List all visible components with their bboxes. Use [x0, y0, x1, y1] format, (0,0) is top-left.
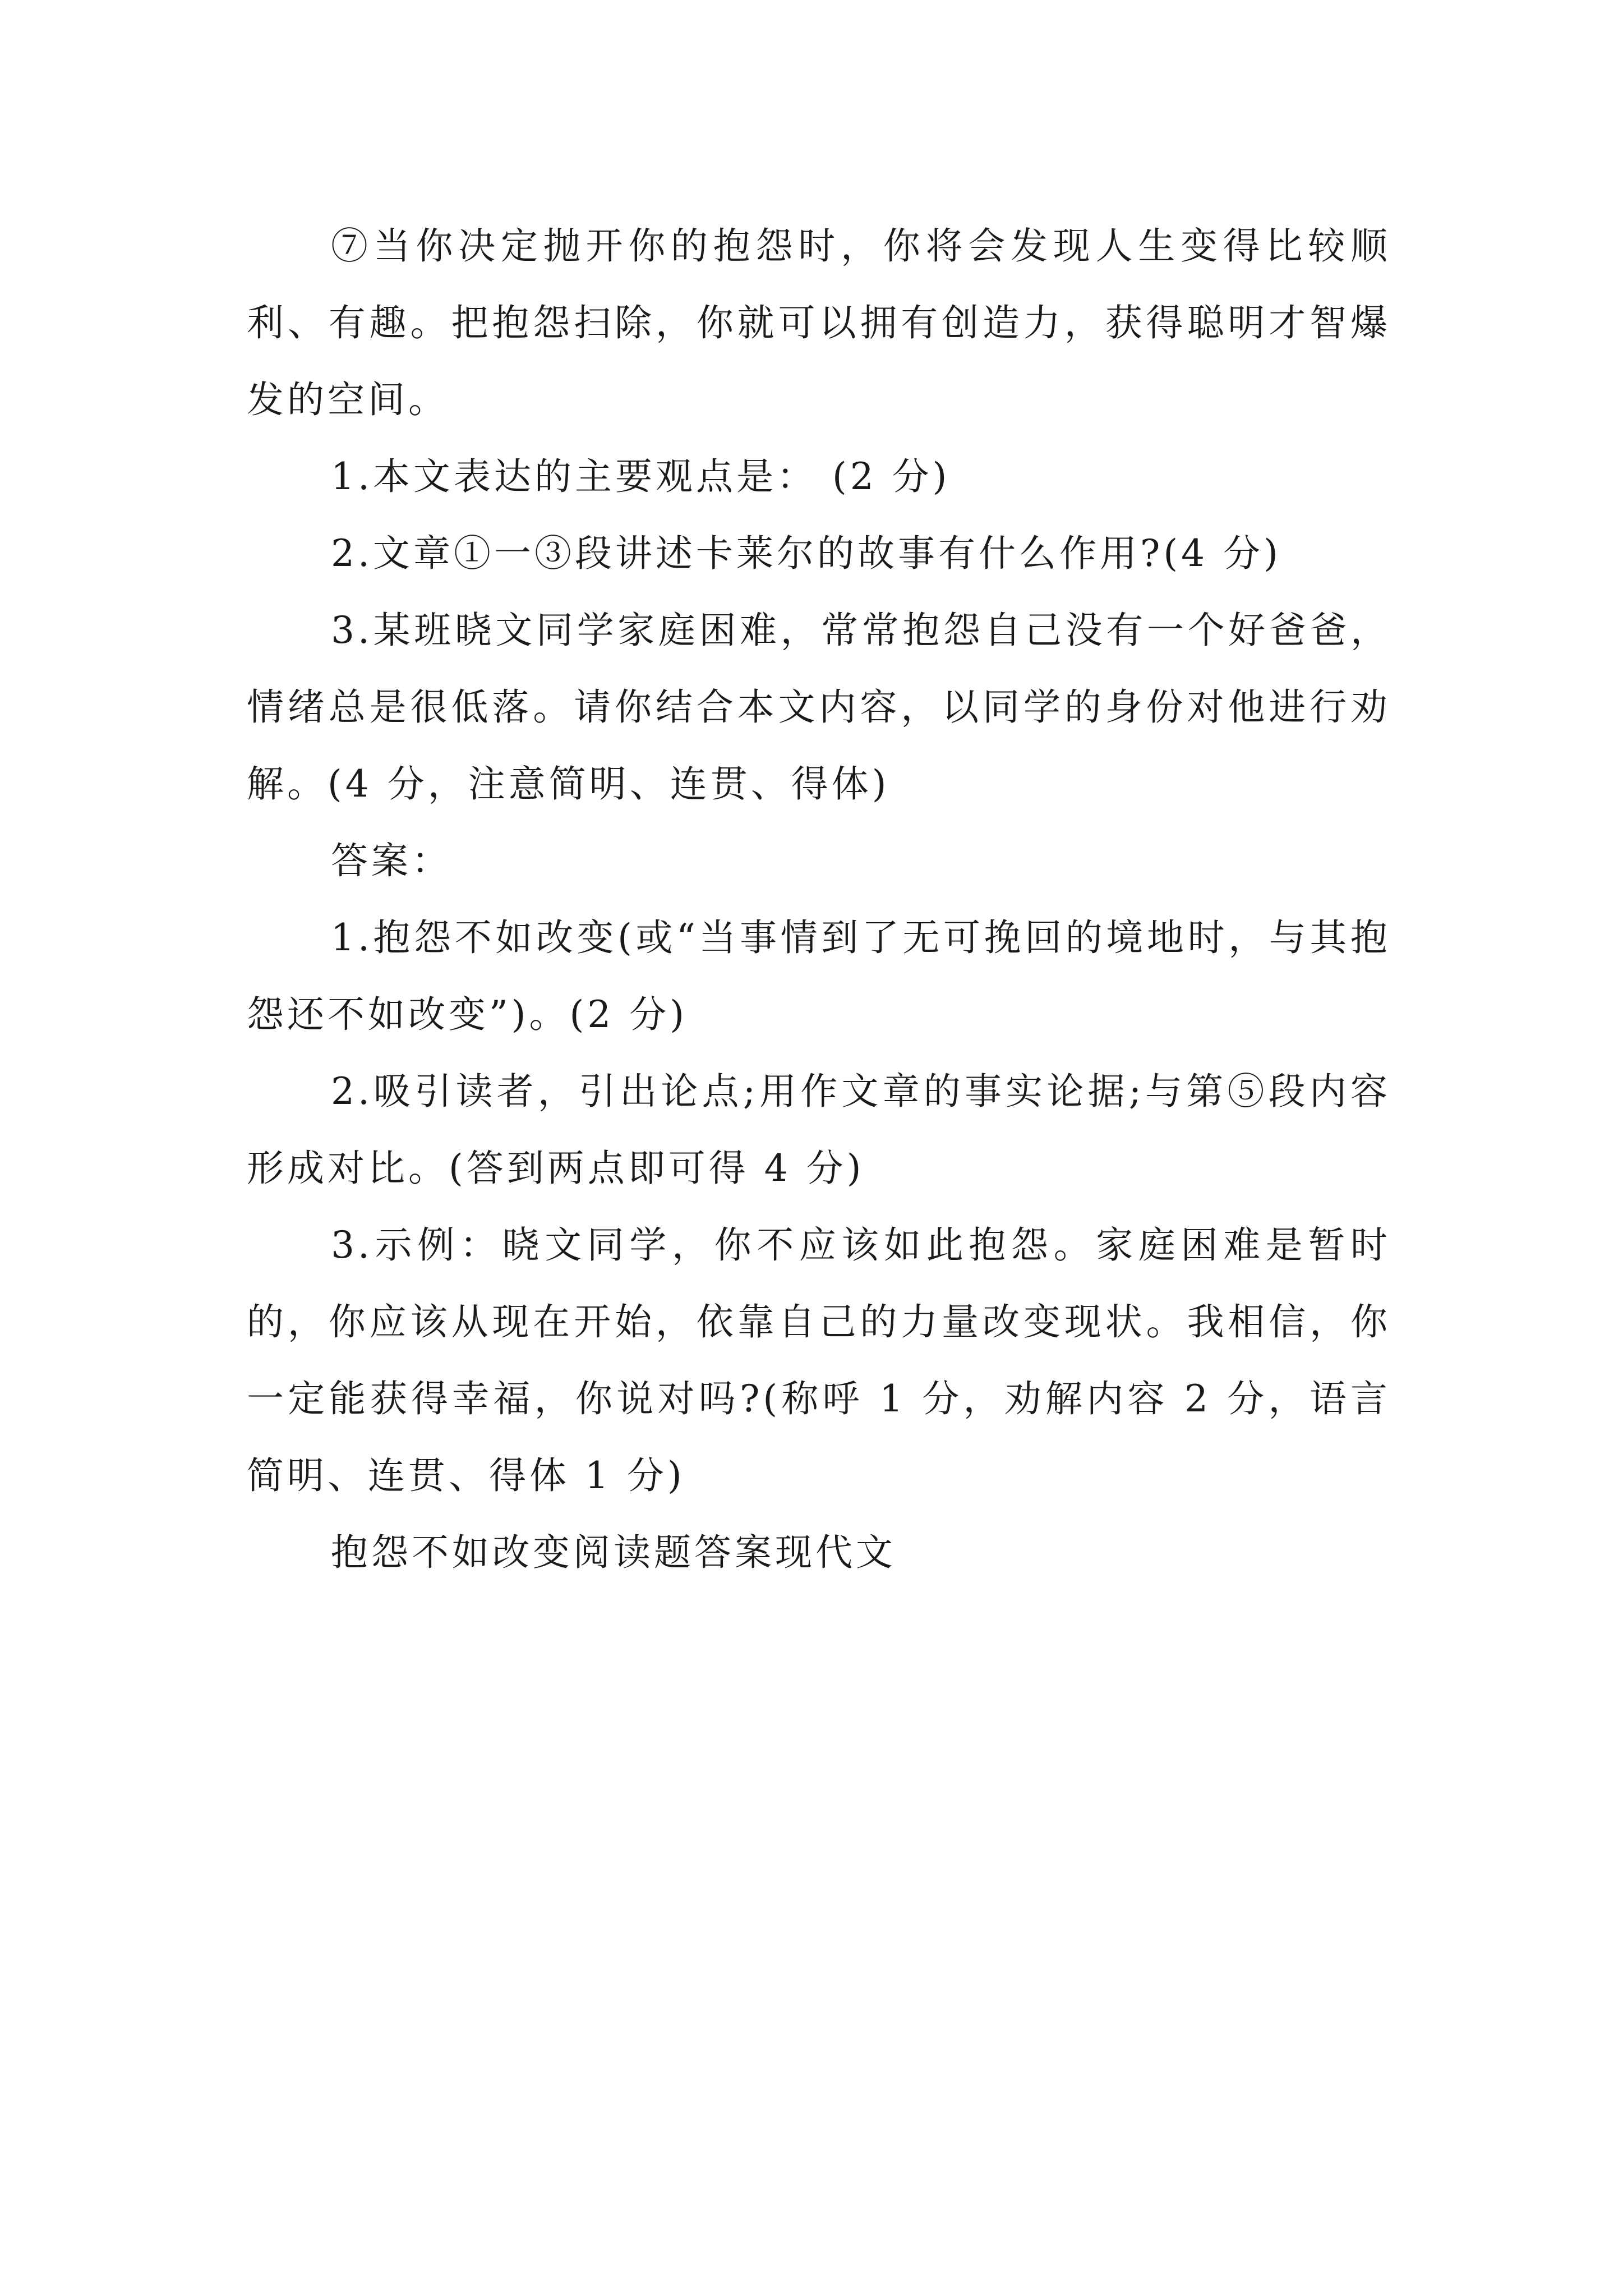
question-1: 1.本文表达的主要观点是： (2 分)	[331, 455, 951, 498]
question-2: 2.文章①一③段讲述卡莱尔的故事有什么作用?(4 分)	[331, 532, 1281, 575]
document-body	[247, 208, 1391, 1591]
answer-2: 2.吸引读者，引出论点;用作文章的事实论据;与第⑤段内容形成对比。(答到两点即可得 4 分)	[247, 1070, 1391, 1190]
answers-heading: 答案：	[331, 839, 452, 882]
question-3: 3.某班晓文同学家庭困难，常常抱怨自己没有一个好爸爸，情绪总是很低落。请你结合本文内容，以同学的身份对他进行劝解。(4 分，注意简明、连贯、得体)	[247, 609, 1391, 806]
answer-3: 3.示例：晓文同学，你不应该如此抱怨。家庭困难是暂时的，你应该从现在开始，依靠自己的力量改变现状。我相信，你一定能获得幸福，你说对吗?(称呼 1 分，劝解内容 2 分，语言简明、连贯、得体 1 分)	[247, 1223, 1391, 1497]
paragraph-conclusion: ⑦当你决定抛开你的抱怨时，你将会发现人生变得比较顺利、有趣。把抱怨扫除，你就可以拥有创造力，获得聪明才智爆发的空间。	[247, 224, 1391, 421]
answer-1: 1.抱怨不如改变(或“当事情到了无可挽回的境地时，与其抱怨还不如改变”)。(2 分)	[247, 916, 1391, 1036]
document-footer-title: 抱怨不如改变阅读题答案现代文	[331, 1531, 896, 1574]
